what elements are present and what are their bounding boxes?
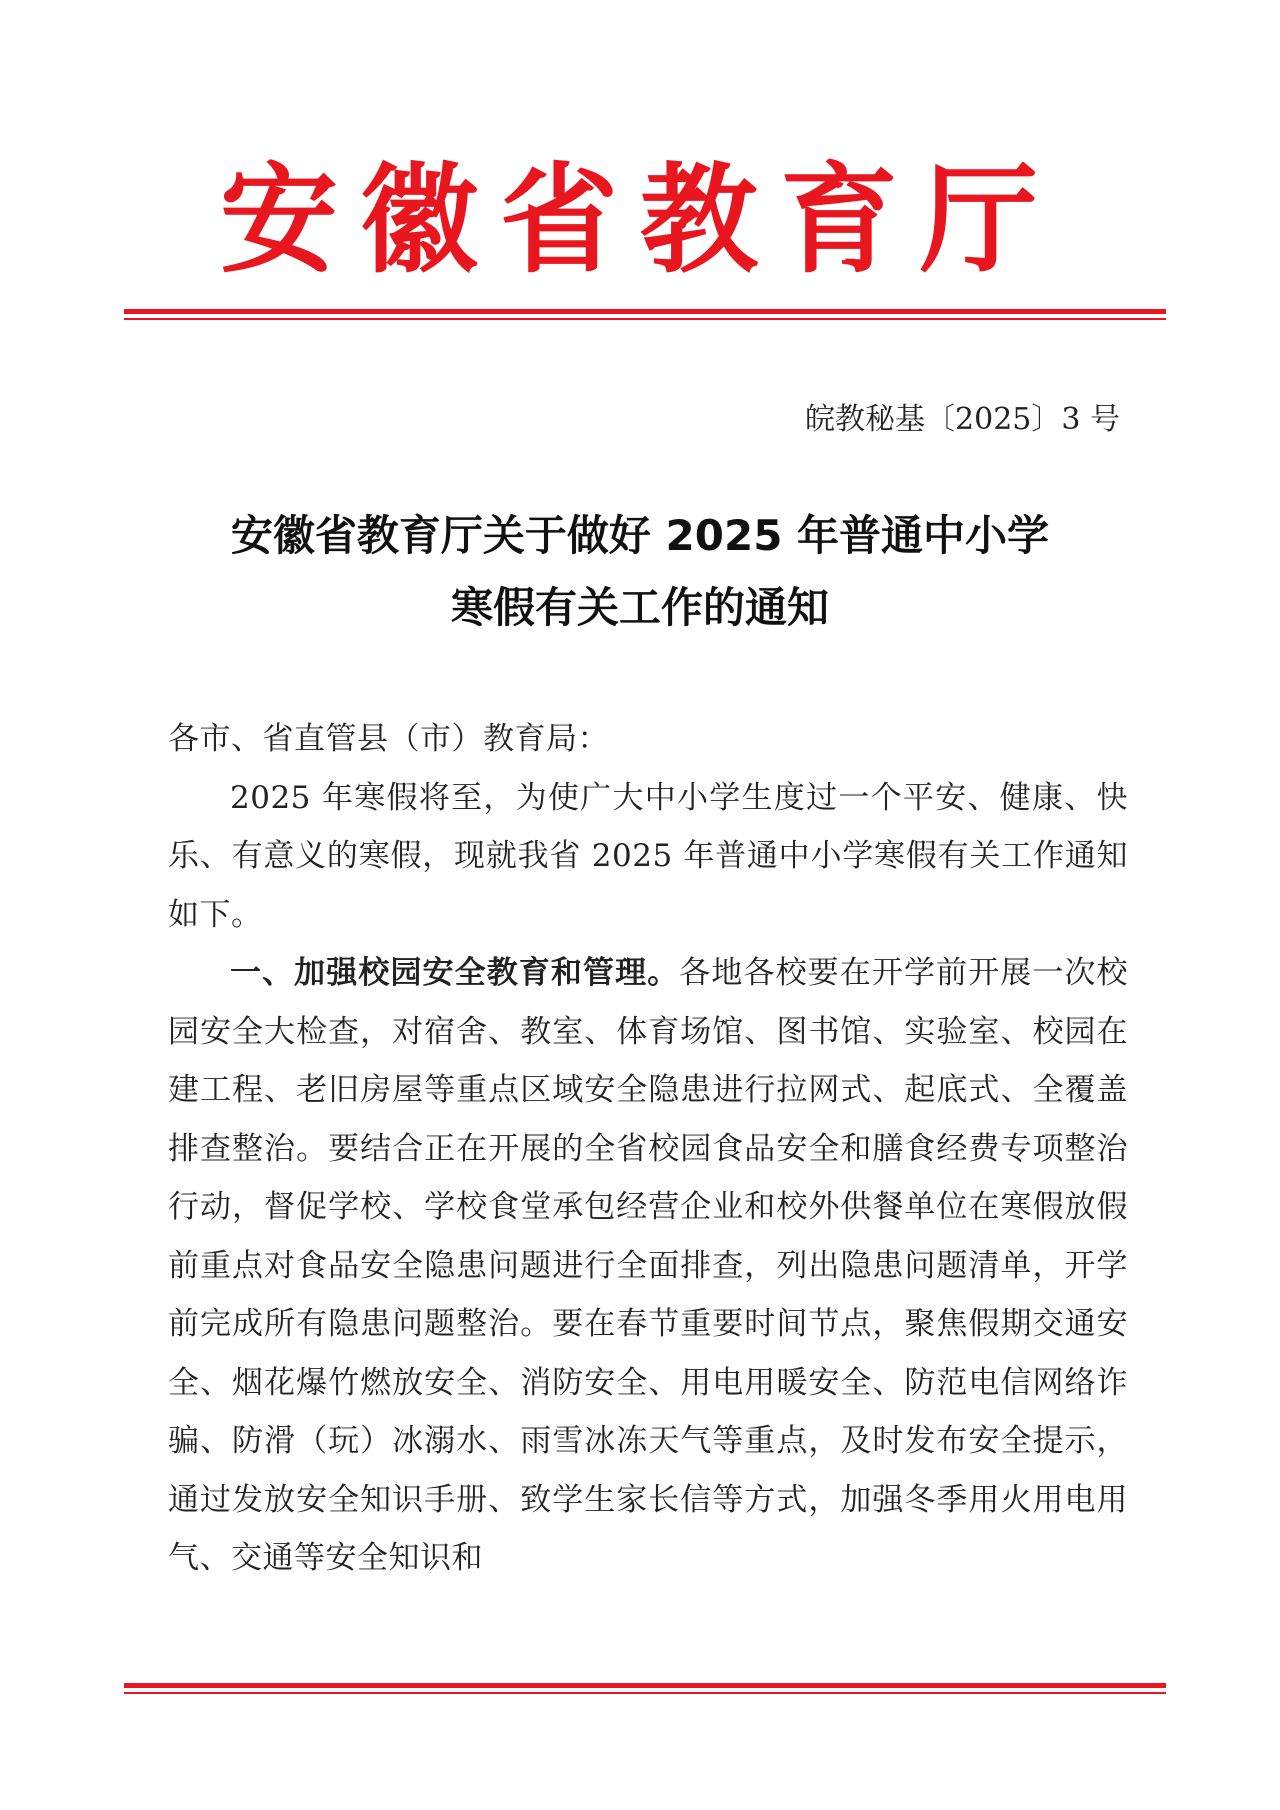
header-red-rule-thick xyxy=(124,309,1166,314)
section-1-paragraph xyxy=(168,944,1128,1588)
footer-red-rule-thick xyxy=(124,1683,1166,1688)
issuer-masthead: 安徽省教育厅 xyxy=(219,150,1060,289)
header-red-rule-thin xyxy=(124,318,1166,320)
document-title-line-2: 寒假有关工作的通知 xyxy=(450,583,829,632)
document-number: 皖教秘基〔2025〕3 号 xyxy=(805,402,1120,437)
section-1-heading: 一、加强校园安全教育和管理。 xyxy=(230,955,680,991)
footer-red-rule-thin xyxy=(124,1692,1166,1694)
document-body xyxy=(168,710,1128,1588)
section-1-text: 各地各校要在开学前开展一次校园安全大检查，对宿舍、教室、体育场馆、图书馆、实验室、校园在建工程、老旧房屋等重点区域安全隐患进行拉网式、起底式、全覆盖排查整治。要结合正在开展的全省校园食品安全和膳食经费专项整治行动，督促学校、学校食堂承包经营企业和校外供餐单位在寒假放假前重点对食品安全隐患问题进行全面排查，列出隐患问题清单，开学前完成所有隐患问题整治。要在春节重要时间节点，聚焦假期交通安全、烟花爆竹燃放安全、消防安全、用电用暖安全、防范电信网络诈骗、防滑（玩）冰溺水、雨雪冰冻天气等重点，及时发布安全提示，通过发放安全知识手册、致学生家长信等方式，加强冬季用火用电用气、交通等安全知识和 xyxy=(168,955,1128,1576)
salutation: 各市、省直管县（市）教育局： xyxy=(168,721,609,757)
document-title-line-1: 安徽省教育厅关于做好 2025 年普通中小学 xyxy=(230,511,1050,560)
intro-paragraph: 2025 年寒假将至，为使广大中小学生度过一个平安、健康、快乐、有意义的寒假，现就我省 2025 年普通中小学寒假有关工作通知如下。 xyxy=(168,779,1128,933)
